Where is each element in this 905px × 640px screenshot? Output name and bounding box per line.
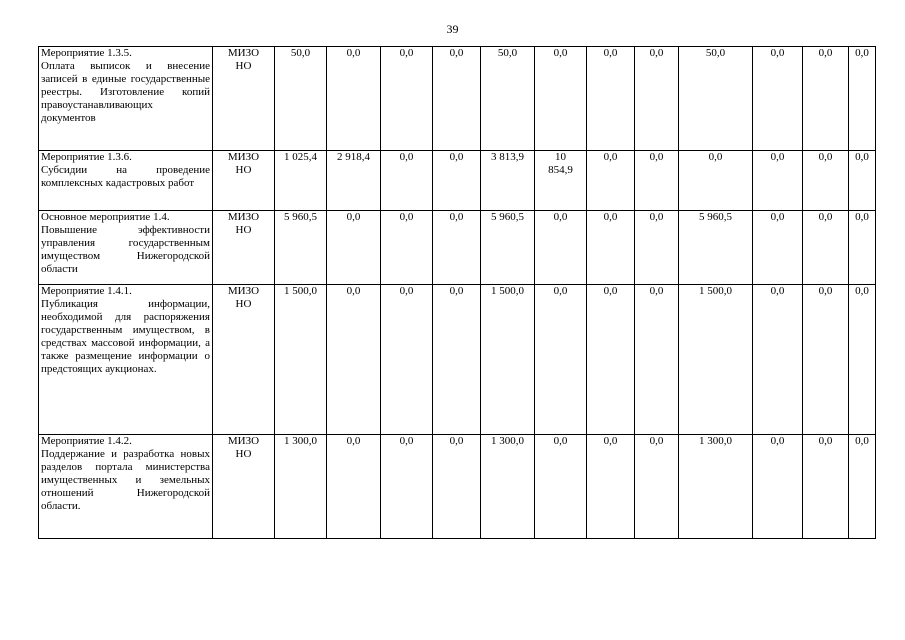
value-cell [481, 151, 535, 211]
executor-cell [213, 435, 275, 539]
executor: МИЗО НО [227, 151, 260, 176]
value: 0,0 [603, 211, 618, 223]
value-cell [679, 211, 753, 285]
value: 0,0 [708, 151, 723, 163]
value-cell [327, 435, 381, 539]
value-cell [535, 285, 587, 435]
table-row [39, 211, 876, 285]
value-cell [433, 285, 481, 435]
value-cell [587, 211, 635, 285]
value-cell [803, 151, 849, 211]
value: 0,0 [855, 211, 869, 223]
value: 0,0 [649, 435, 664, 447]
value-cell [803, 285, 849, 435]
value-cell [753, 285, 803, 435]
value: 0,0 [399, 47, 414, 59]
page-number: 39 [446, 22, 459, 36]
value-cell [803, 211, 849, 285]
activity-name: Мероприятие 1.4.2. Поддержание и разработка новых разделов портала министерства имущественных и земельных отношений Нижегородской области. [41, 435, 210, 512]
value: 0,0 [449, 435, 464, 447]
value: 5 960,5 [284, 211, 317, 223]
value-cell [535, 211, 587, 285]
value-cell [753, 151, 803, 211]
budget-table [38, 46, 876, 539]
value-cell [275, 47, 327, 151]
value-cell [381, 47, 433, 151]
activity-name-cell [39, 435, 213, 539]
value: 1 500,0 [699, 285, 732, 297]
value: 0,0 [603, 435, 618, 447]
value: 0,0 [818, 285, 833, 297]
value: 0,0 [818, 47, 833, 59]
value-cell [275, 435, 327, 539]
value-cell [753, 211, 803, 285]
value-cell [381, 211, 433, 285]
value: 0,0 [399, 285, 414, 297]
value-cell [481, 285, 535, 435]
value: 0,0 [346, 211, 361, 223]
value: 0,0 [770, 435, 785, 447]
value: 0,0 [770, 151, 785, 163]
value-cell [327, 47, 381, 151]
executor-cell [213, 285, 275, 435]
value: 0,0 [649, 211, 664, 223]
table-row [39, 285, 876, 435]
value: 0,0 [449, 211, 464, 223]
value-cell [635, 211, 679, 285]
table-row [39, 435, 876, 539]
value: 50,0 [705, 47, 726, 59]
value: 0,0 [855, 435, 869, 447]
value: 0,0 [553, 211, 568, 223]
value: 0,0 [346, 285, 361, 297]
value-cell [275, 285, 327, 435]
value-cell [433, 435, 481, 539]
value-cell [849, 285, 876, 435]
value: 2 918,4 [337, 151, 370, 163]
value-cell [635, 435, 679, 539]
value: 0,0 [449, 285, 464, 297]
value: 0,0 [770, 211, 785, 223]
value: 0,0 [603, 151, 618, 163]
value-cell [275, 211, 327, 285]
activity-name-cell [39, 285, 213, 435]
executor-cell [213, 47, 275, 151]
activity-name-cell [39, 151, 213, 211]
value: 0,0 [818, 151, 833, 163]
value-cell [753, 435, 803, 539]
value-cell [849, 211, 876, 285]
value: 0,0 [855, 151, 869, 163]
value: 1 300,0 [699, 435, 732, 447]
value: 50,0 [497, 47, 518, 59]
value-cell [635, 47, 679, 151]
executor-cell [213, 211, 275, 285]
value-cell [381, 435, 433, 539]
value-cell [849, 151, 876, 211]
value: 0,0 [449, 47, 464, 59]
value-cell [275, 151, 327, 211]
value: 0,0 [449, 151, 464, 163]
value-cell [535, 435, 587, 539]
activity-name: Мероприятие 1.3.6. Субсидии на проведение комплексных кадастровых работ [41, 151, 210, 189]
value-cell [481, 435, 535, 539]
value: 0,0 [399, 151, 414, 163]
value-cell [587, 47, 635, 151]
value-cell [381, 151, 433, 211]
value: 0,0 [770, 285, 785, 297]
value-cell [433, 151, 481, 211]
value: 1 300,0 [284, 435, 317, 447]
value-cell [481, 47, 535, 151]
value: 0,0 [399, 211, 414, 223]
value-cell [535, 151, 587, 211]
value: 0,0 [770, 47, 785, 59]
value: 10 854,9 [548, 151, 573, 176]
value: 1 500,0 [284, 285, 317, 297]
value: 50,0 [290, 47, 311, 59]
value: 5 960,5 [491, 211, 524, 223]
value: 0,0 [346, 435, 361, 447]
table-row [39, 47, 876, 151]
value-cell [635, 285, 679, 435]
activity-name: Мероприятие 1.4.1. Публикация информации, необходимой для распоряжения государственным имуществом, в средствах массовой информации, а также размещение информации о предстоящих аукционах. [41, 285, 210, 375]
activity-name: Основное мероприятие 1.4. Повышение эффективности управления государственным имуществом Нижегородской области [41, 211, 210, 275]
value: 0,0 [399, 435, 414, 447]
value-cell [753, 47, 803, 151]
value: 0,0 [855, 47, 869, 59]
executor: МИЗО НО [227, 285, 260, 310]
executor-cell [213, 151, 275, 211]
value: 5 960,5 [699, 211, 732, 223]
value-cell [433, 47, 481, 151]
value-cell [327, 285, 381, 435]
table-body [39, 47, 876, 539]
value-cell [803, 47, 849, 151]
value: 0,0 [553, 435, 568, 447]
value-cell [481, 211, 535, 285]
value-cell [327, 211, 381, 285]
value-cell [381, 285, 433, 435]
value: 0,0 [553, 285, 568, 297]
value: 1 500,0 [491, 285, 524, 297]
table-row [39, 151, 876, 211]
value: 1 300,0 [491, 435, 524, 447]
value: 0,0 [855, 285, 869, 297]
executor: МИЗО НО [227, 435, 260, 460]
activity-name-cell [39, 211, 213, 285]
value-cell [679, 435, 753, 539]
value-cell [327, 151, 381, 211]
value-cell [679, 285, 753, 435]
value: 3 813,9 [491, 151, 524, 163]
executor: МИЗО НО [227, 47, 260, 72]
value-cell [679, 151, 753, 211]
value: 0,0 [603, 285, 618, 297]
value-cell [849, 47, 876, 151]
value: 0,0 [346, 47, 361, 59]
value-cell [849, 435, 876, 539]
value-cell [587, 285, 635, 435]
value: 0,0 [553, 47, 568, 59]
value-cell [535, 47, 587, 151]
value-cell [433, 211, 481, 285]
value: 1 025,4 [284, 151, 317, 163]
value-cell [587, 435, 635, 539]
value: 0,0 [649, 151, 664, 163]
value: 0,0 [603, 47, 618, 59]
value-cell [587, 151, 635, 211]
activity-name-cell [39, 47, 213, 151]
value: 0,0 [818, 211, 833, 223]
activity-name: Мероприятие 1.3.5. Оплата выписок и внесение записей в единые государственные реестры. Изготовление копий правоустанавливающих документов [41, 47, 210, 124]
value-cell [803, 435, 849, 539]
value: 0,0 [649, 285, 664, 297]
value: 0,0 [649, 47, 664, 59]
value-cell [635, 151, 679, 211]
value: 0,0 [818, 435, 833, 447]
executor: МИЗО НО [227, 211, 260, 236]
value-cell [679, 47, 753, 151]
